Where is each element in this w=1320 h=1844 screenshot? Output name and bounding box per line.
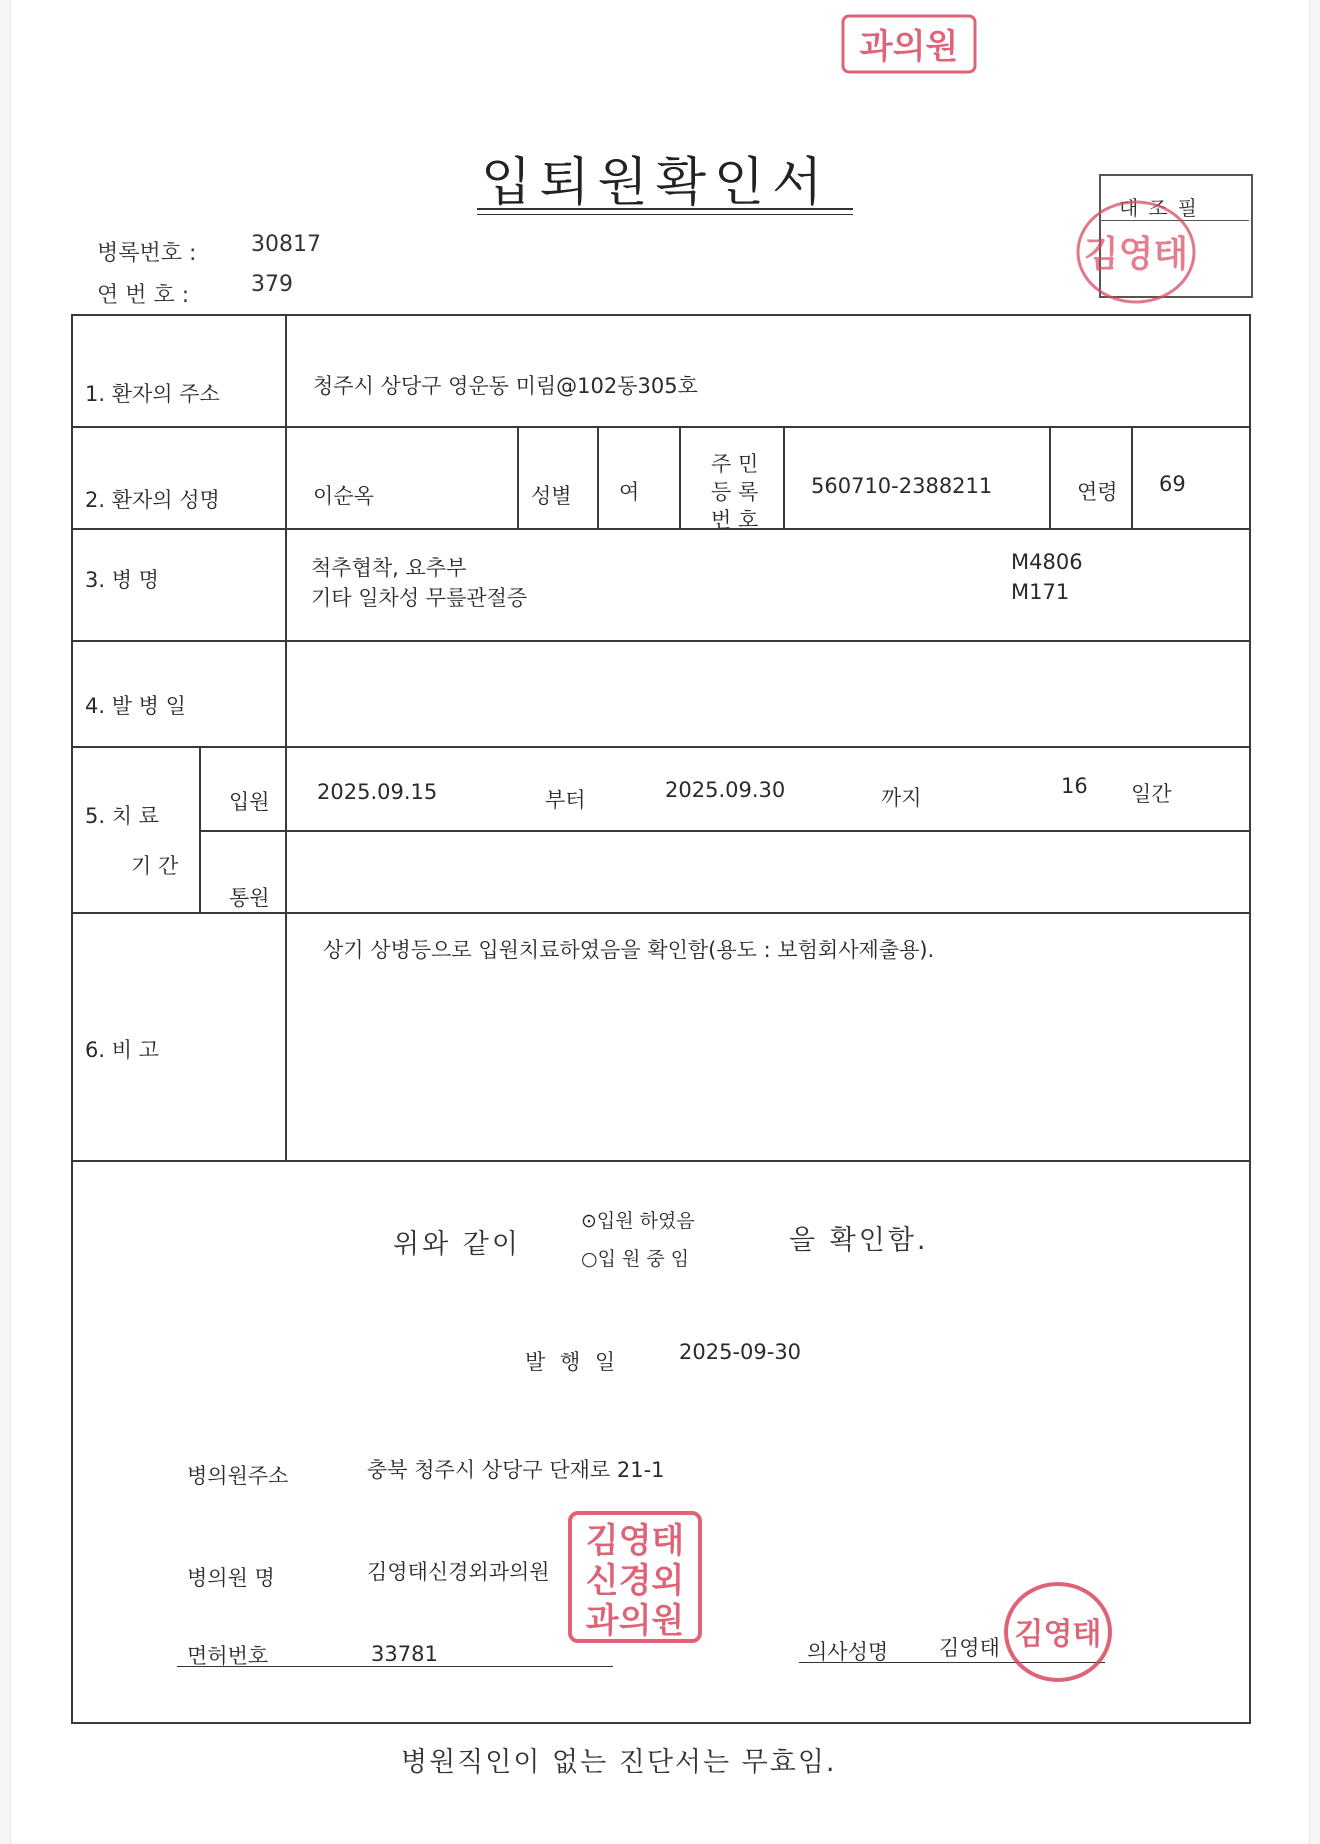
period-start: 2025.09.15: [317, 780, 438, 804]
rrn-label-3: 번 호: [711, 508, 759, 532]
issue-date: 2025-09-30: [679, 1340, 802, 1364]
rrn-value: 560710-2388211: [811, 474, 993, 498]
diagnosis-line2: 기타 일차성 무릎관절증: [311, 586, 528, 610]
name-label: 2. 환자의 성명: [85, 488, 220, 512]
hospital-name-label: 병의원 명: [187, 1566, 275, 1590]
footer-note: 병원직인이 없는 진단서는 무효임.: [401, 1747, 837, 1778]
period-label-1: 5. 치 료: [85, 804, 159, 828]
sex-value: 여: [619, 480, 640, 504]
license-label: 면허번호: [187, 1644, 269, 1668]
outpatient-label: 통원: [229, 886, 270, 910]
remarks-label: 6. 비 고: [85, 1038, 159, 1062]
serial-no-label: 연 번 호 :: [97, 283, 190, 308]
issue-date-label: 발 행 일: [525, 1350, 620, 1374]
license-underline: [177, 1666, 613, 1667]
approval-label: 대조필: [1119, 196, 1207, 220]
hospital-seal: [567, 1510, 703, 1644]
top-seal: [839, 14, 979, 76]
title-underline: [477, 208, 853, 210]
rrn-label-2: 등 록: [711, 480, 759, 504]
period-days-label: 일간: [1131, 782, 1172, 806]
record-no-label: 병록번호 :: [97, 241, 197, 266]
approval-seal: [1073, 196, 1199, 308]
remarks-value: 상기 상병등으로 입원치료하였음을 확인함(용도 : 보험회사제출용).: [323, 938, 935, 962]
confirm-suffix: 을 확인함.: [789, 1225, 929, 1256]
approval-seal-text: 김영태: [1083, 234, 1189, 275]
doctor-name-label: 의사성명: [807, 1640, 889, 1664]
age-label: 연령: [1077, 480, 1118, 504]
doctor-name: 김영태: [939, 1636, 1000, 1660]
rrn-label-1: 주 민: [711, 452, 759, 476]
confirm-prefix: 위와 같이: [393, 1229, 521, 1260]
confirm-option-inpatient: ○입 원 중 임: [581, 1248, 690, 1270]
hospital-address: 충북 청주시 상당구 단재로 21-1: [367, 1458, 665, 1482]
title-underline-thin: [477, 214, 853, 215]
license-no: 33781: [371, 1642, 438, 1666]
period-end: 2025.09.30: [665, 778, 786, 802]
record-no: 30817: [251, 232, 321, 257]
hospital-name: 김영태신경외과의원: [367, 1560, 550, 1584]
hospital-seal-line-2: 신경외: [585, 1561, 685, 1601]
confirm-option-admitted: ⊙입원 하였음: [581, 1210, 695, 1232]
document-page: [10, 0, 1310, 1844]
diagnosis-line1: 척추협착, 요추부: [311, 556, 467, 580]
hospital-seal-line-1: 김영태: [585, 1521, 685, 1561]
address-label: 1. 환자의 주소: [85, 382, 220, 406]
age-value: 69: [1159, 472, 1186, 496]
period-label-2: 기 간: [131, 854, 179, 878]
doctor-seal: [1001, 1578, 1115, 1686]
period-days: 16: [1061, 774, 1088, 798]
address-value: 청주시 상당구 영운동 미림@102동305호: [313, 374, 698, 398]
diagnosis-code1: M4806: [1011, 550, 1083, 574]
diagnosis-code2: M171: [1011, 580, 1070, 604]
diagnosis-label: 3. 병 명: [85, 568, 159, 592]
sex-label: 성별: [531, 484, 572, 508]
doctor-seal-text: 김영태: [1014, 1617, 1102, 1652]
hospital-seal-line-3: 과의원: [585, 1601, 685, 1641]
period-to-label: 까지: [881, 786, 922, 810]
page-title: 입퇴원확인서: [481, 153, 831, 213]
serial-no: 379: [251, 272, 293, 297]
hospital-address-label: 병의원주소: [187, 1464, 289, 1488]
period-from-label: 부터: [545, 788, 586, 812]
onset-label: 4. 발 병 일: [85, 694, 186, 718]
name-value: 이순옥: [313, 484, 374, 508]
inpatient-label: 입원: [229, 790, 270, 814]
top-seal-text: 과의원: [859, 27, 959, 67]
